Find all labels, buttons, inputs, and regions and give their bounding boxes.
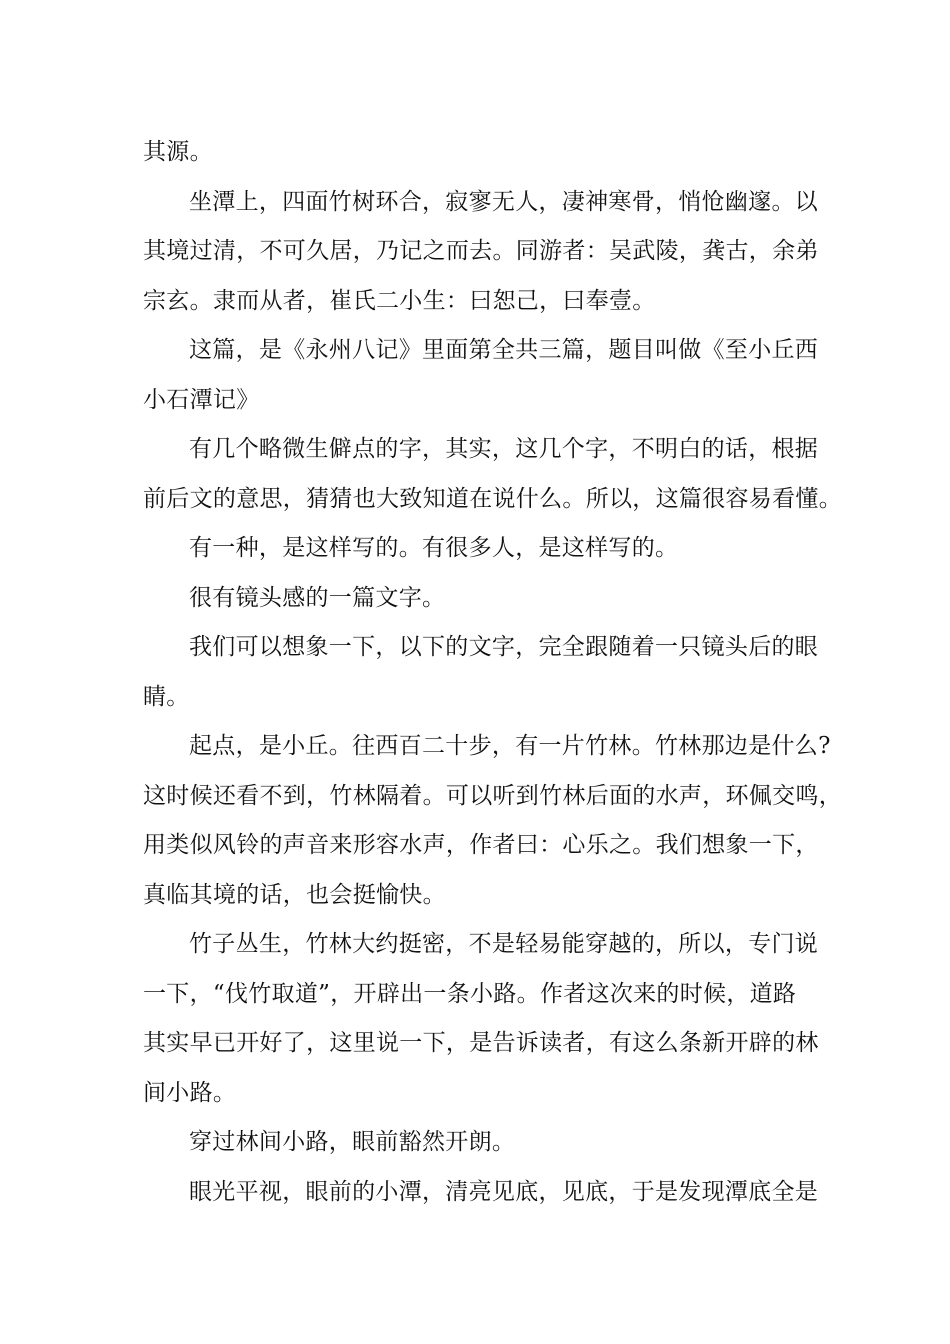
- text-line: 间小路。: [143, 1079, 237, 1106]
- text-line: 其境过清，不可久居，乃记之而去。同游者：吴武陵，龚古，余弟: [143, 238, 819, 264]
- text-line: 穿过林间小路，眼前豁然开朗。: [189, 1129, 516, 1155]
- text-line: 其源。: [143, 139, 213, 165]
- text-line: 有几个略微生僻点的字，其实，这几个字，不明白的话，根据: [189, 436, 819, 462]
- text-line: 坐潭上，四面竹树环合，寂寥无人，凄神寒骨，悄怆幽邃。以: [189, 188, 819, 215]
- paragraph-2: [143, 178, 823, 327]
- text-line: 起点，是小丘。往西百二十步，有一片竹林。竹林那边是什么?: [189, 733, 831, 759]
- paragraph-7: [143, 623, 823, 722]
- paragraph-6: [143, 574, 823, 624]
- paragraph-8: [143, 722, 842, 920]
- paragraph-5: [143, 524, 823, 574]
- text-line: 前后文的意思，猜猜也大致知道在说什么。所以，这篇很容易看懂。: [143, 485, 842, 512]
- text-line: 这篇，是《永州八记》里面第全共三篇，题目叫做《至小丘西: [189, 337, 819, 363]
- text-line: 很有镜头感的一篇文字。: [189, 584, 446, 611]
- text-line: 用类似风铃的声音来形容水声，作者曰：心乐之。我们想象一下，: [143, 832, 819, 858]
- paragraph-10: [143, 1118, 823, 1168]
- text-line: 我们可以想象一下，以下的文字，完全跟随着一只镜头后的眼: [189, 634, 819, 660]
- paragraph-4: [143, 425, 842, 524]
- paragraph-9: [143, 920, 823, 1118]
- text-line: 竹子丛生，竹林大约挺密，不是轻易能穿越的，所以，专门说: [189, 931, 819, 957]
- text-line: 宗玄。隶而从者，崔氏二小生：曰恕己，曰奉壹。: [143, 287, 656, 314]
- paragraph-1: [143, 128, 823, 178]
- text-line: 睛。: [143, 683, 190, 710]
- body-text: [143, 128, 842, 1217]
- paragraph-3: [143, 326, 823, 425]
- text-line: 一下，“伐竹取道”，开辟出一条小路。作者这次来的时候，道路: [143, 980, 797, 1007]
- text-line: 眼光平视，眼前的小潭，清亮见底，见底，于是发现潭底全是: [189, 1178, 819, 1205]
- text-line: 其实早已开好了，这里说一下，是告诉读者，有这么条新开辟的林: [143, 1030, 819, 1056]
- text-line: 这时候还看不到，竹林隔着。可以听到竹林后面的水声，环佩交鸣，: [143, 782, 842, 809]
- paragraph-11: [143, 1168, 823, 1218]
- text-line: 有一种，是这样写的。有很多人，是这样写的。: [189, 535, 679, 561]
- text-line: 小石潭记》: [143, 386, 260, 413]
- text-line: 真临其境的话，也会挺愉快。: [143, 881, 446, 908]
